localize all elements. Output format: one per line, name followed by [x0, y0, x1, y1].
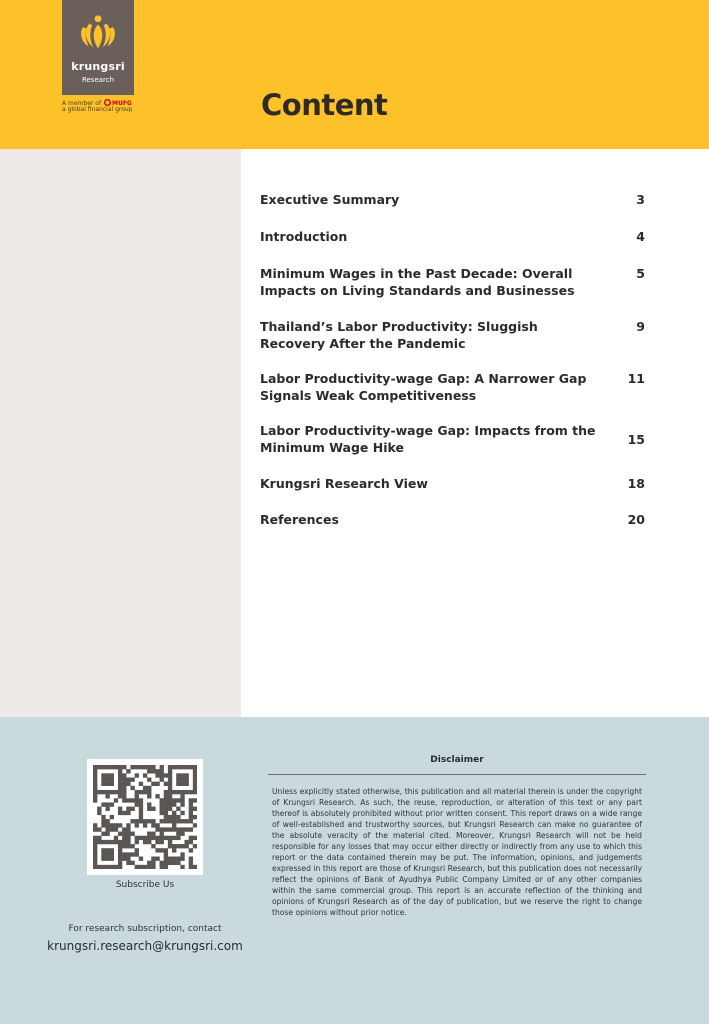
brand-name: krungsri: [71, 60, 125, 73]
footer: [0, 717, 709, 1024]
toc-item-page: 9: [636, 319, 645, 334]
contact-email-link[interactable]: krungsri.research@krungsri.com: [47, 939, 243, 953]
toc-item-page: 3: [636, 192, 645, 207]
member-prefix: A member of: [62, 100, 102, 107]
toc-item-title[interactable]: Labor Productivity-wage Gap: A Narrower Gap Signals Weak Competitiveness: [260, 371, 587, 403]
toc-item-title[interactable]: Labor Productivity-wage Gap: Impacts from the Minimum Wage Hike: [260, 423, 596, 455]
toc-item-title[interactable]: Krungsri Research View: [260, 476, 428, 491]
toc-item-page: 4: [636, 229, 645, 244]
disclaimer-text: Unless explicitly stated otherwise, this publication and all material therein is under the copyright of Krungsri Research. As such, the reuse, reproduction, or alteration of this text or any part thereof is absolutely prohibited without prior written consent. This report draws on a wide range of well-established and trustworthy sources, but Krungsri Research can make no guarantee of the absolute veracity of the material cited. Moreover, Krungsri Research will not be held responsible for any losses that may occur either directly or indirectly from any use to which this report or the data contained therein may be put. The information, opinions, and judgements expressed in this report are those of Krungsri Research, but this publication does not necessarily reflect the opinions of Bank of Ayudhya Public Company Limited or of any other companies within the same commercial group. This report is an accurate reflection of the thinking and opinions of Krungsri Research as of the day of publication, but we reserve the right to change those opinions without prior notice.: [272, 787, 642, 917]
toc-item-title[interactable]: Introduction: [260, 229, 348, 244]
subscribe-label: Subscribe Us: [115, 880, 175, 890]
toc-item-title[interactable]: Executive Summary: [260, 192, 400, 207]
brand-sub: Research: [81, 76, 115, 84]
toc-item-title[interactable]: Thailand’s Labor Productivity: Sluggish Recovery After the Pandemic: [260, 319, 538, 351]
toc-item-page: 5: [636, 266, 645, 281]
page-title: Content: [261, 88, 388, 122]
contact-line: For research subscription, contact: [68, 924, 222, 934]
disclaimer-divider: [268, 774, 646, 775]
toc-item-title[interactable]: References: [260, 512, 339, 527]
toc-item-title[interactable]: Minimum Wages in the Past Decade: Overall Impacts on Living Standards and Businesses: [260, 266, 575, 298]
member-suffix: a global financial group: [62, 106, 133, 113]
toc-item-page: 20: [627, 512, 645, 527]
member-group: MUFG: [111, 100, 132, 107]
toc-item-page: 18: [627, 476, 645, 491]
subscribe-qr-code[interactable]: [87, 759, 203, 875]
toc-item-page: 11: [627, 371, 645, 386]
qr-code-icon: [93, 765, 197, 869]
toc-item-page: 15: [627, 432, 645, 447]
disclaimer-title: Disclaimer: [430, 755, 484, 765]
